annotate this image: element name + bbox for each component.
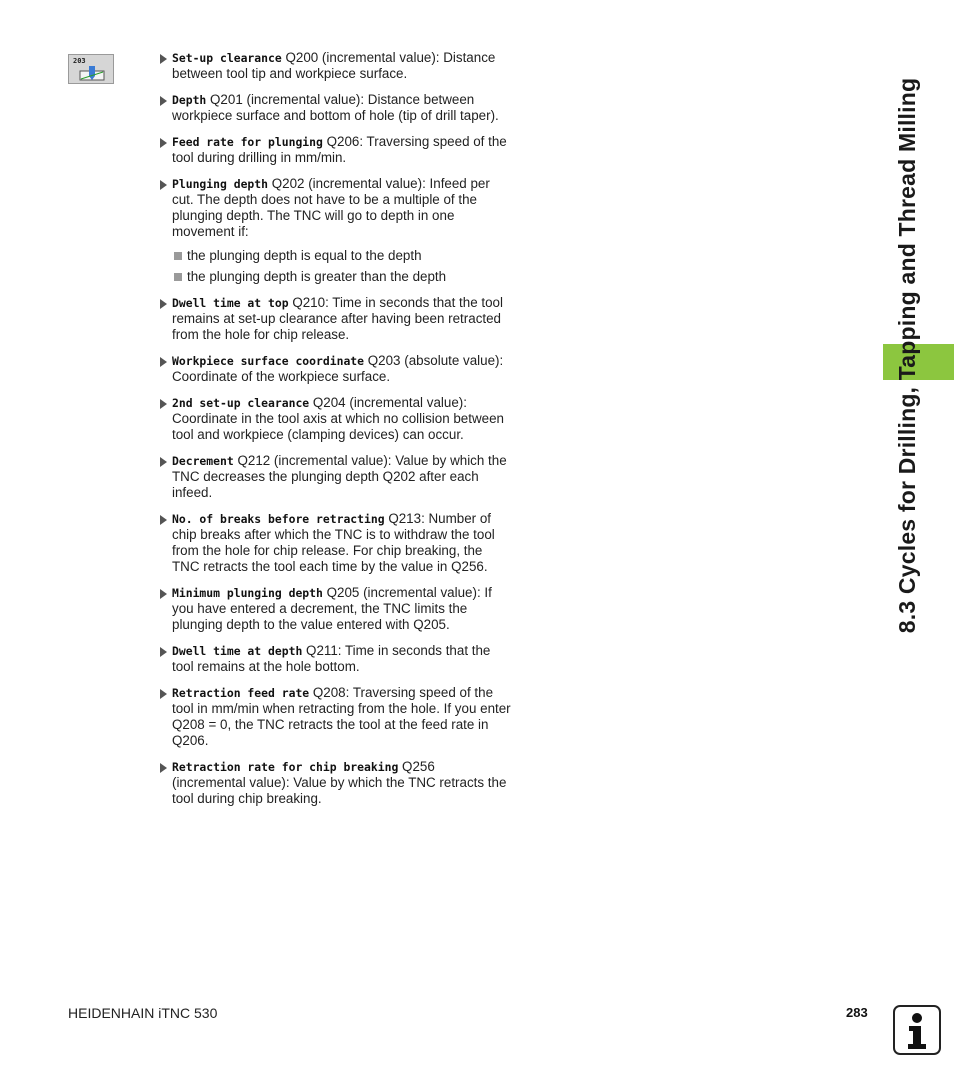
param-text: Q256 (incremental value): Value by which the TNC retracts the tool during chip breaking.	[172, 759, 507, 806]
param-keyword: Decrement	[172, 454, 234, 468]
param-keyword: Retraction feed rate	[172, 686, 310, 700]
square-bullet-icon	[174, 273, 182, 281]
param-keyword: Dwell time at depth	[172, 644, 303, 658]
chapter-sidebar	[885, 50, 931, 660]
arrow-right-icon	[160, 96, 167, 106]
arrow-right-icon	[160, 399, 167, 409]
param-q211	[159, 643, 511, 675]
param-keyword: Workpiece surface coordinate	[172, 354, 365, 368]
param-q202	[159, 176, 511, 240]
param-q212	[159, 453, 511, 501]
arrow-right-icon	[160, 357, 167, 367]
bullet-list	[173, 248, 511, 285]
param-q208	[159, 685, 511, 749]
arrow-right-icon	[160, 515, 167, 525]
param-keyword: No. of breaks before retracting	[172, 512, 385, 526]
param-text: Q210: Time in seconds that the tool remains at set-up clearance after having been retracted from the hole for chip release.	[172, 295, 503, 342]
chapter-title: 8.3 Cycles for Drilling, Tapping and Thread Milling	[894, 77, 921, 633]
info-icon	[893, 1005, 941, 1055]
footer-product: HEIDENHAIN iTNC 530	[68, 1005, 218, 1021]
param-q205	[159, 585, 511, 633]
parameter-list	[159, 50, 511, 817]
param-keyword: Depth	[172, 93, 207, 107]
param-text: Q201 (incremental value): Distance between workpiece surface and bottom of hole (tip of drill taper).	[172, 92, 499, 123]
arrow-right-icon	[160, 54, 167, 64]
param-keyword: Feed rate for plunging	[172, 135, 323, 149]
square-bullet-icon	[174, 252, 182, 260]
param-text: Q211: Time in seconds that the tool remains at the hole bottom.	[172, 643, 491, 674]
arrow-right-icon	[160, 689, 167, 699]
param-keyword: Minimum plunging depth	[172, 586, 323, 600]
arrow-right-icon	[160, 647, 167, 657]
param-text: Q212 (incremental value): Value by which the TNC decreases the plunging depth Q202 after each infeed.	[172, 453, 507, 500]
param-q206	[159, 134, 511, 166]
param-text: Q204 (incremental value): Coordinate in the tool axis at which no collision between tool and workpiece (clamping devices) can occur.	[172, 395, 504, 442]
param-q200	[159, 50, 511, 82]
param-text: Q206: Traversing speed of the tool during drilling in mm/min.	[172, 134, 507, 165]
param-text: Q200 (incremental value): Distance between tool tip and workpiece surface.	[172, 50, 496, 81]
param-keyword: 2nd set-up clearance	[172, 396, 310, 410]
drilling-cycle-icon	[79, 65, 105, 81]
arrow-right-icon	[160, 457, 167, 467]
cycle-203-softkey-icon	[68, 54, 114, 84]
list-item: the plunging depth is greater than the depth	[173, 269, 511, 285]
cycle-number: 203	[73, 57, 86, 65]
arrow-right-icon	[160, 299, 167, 309]
param-q204	[159, 395, 511, 443]
page-number: 283	[846, 1005, 868, 1020]
param-keyword: Retraction rate for chip breaking	[172, 760, 399, 774]
param-keyword: Plunging depth	[172, 177, 269, 191]
param-text: Q202 (incremental value): Infeed per cut. The depth does not have to be a multiple of the plunging depth. The TNC will go to depth in one movement if:	[172, 176, 490, 239]
param-keyword: Dwell time at top	[172, 296, 289, 310]
param-text: Q208: Traversing speed of the tool in mm/min when retracting from the hole. If you enter Q208 = 0, the TNC retracts the tool at the feed rate in Q206.	[172, 685, 511, 748]
param-q210	[159, 295, 511, 343]
param-q256	[159, 759, 511, 807]
param-q213	[159, 511, 511, 575]
arrow-right-icon	[160, 180, 167, 190]
param-q201	[159, 92, 511, 124]
param-text: Q205 (incremental value): If you have entered a decrement, the TNC limits the plunging depth to the value entered with Q205.	[172, 585, 492, 632]
param-q203	[159, 353, 511, 385]
arrow-right-icon	[160, 589, 167, 599]
arrow-right-icon	[160, 138, 167, 148]
list-item: the plunging depth is equal to the depth	[173, 248, 511, 264]
param-text: Q213: Number of chip breaks after which the TNC is to withdraw the tool from the hole for chip release. For chip breaking, the TNC retracts the tool each time by the value in Q256.	[172, 511, 495, 574]
arrow-right-icon	[160, 763, 167, 773]
param-text: Q203 (absolute value): Coordinate of the workpiece surface.	[172, 353, 504, 384]
param-keyword: Set-up clearance	[172, 51, 282, 65]
